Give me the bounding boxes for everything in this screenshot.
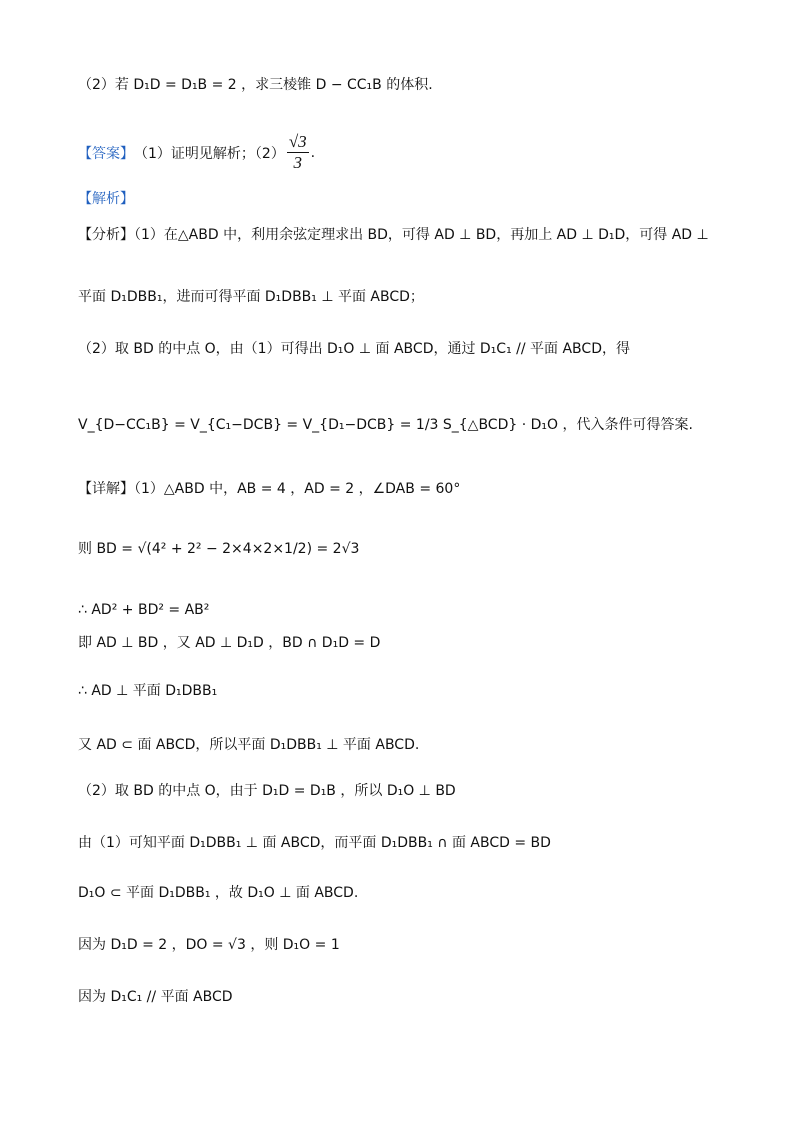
answer-denominator: 3 [293, 153, 302, 172]
analysis-part-1 [78, 224, 709, 244]
question-text: （2）若 D₁D = D₁B = 2 ，求三棱锥 D − CC₁B 的体积. [78, 77, 433, 93]
bd-computation [78, 538, 359, 558]
detail-part-2-text: （2）取 BD 的中点 O，由于 D₁D = D₁B ，所以 D₁O ⊥ BD [78, 783, 456, 799]
detail-part-1 [78, 478, 460, 498]
ad-perp-plane-line [78, 680, 217, 700]
analysis-part-1-cont-text: 平面 D₁DBB₁，进而可得平面 D₁DBB₁ ⊥ 平面 ABCD； [78, 289, 424, 305]
plane-perp-conclusion [78, 734, 419, 754]
answer-text: （1）证明见解析；（2） [134, 145, 285, 162]
detail-part-1-text: 【详解】（1）△ABD 中，AB = 4 ，AD = 2 ，∠DAB = 60° [78, 481, 461, 497]
d1o-perp-text: D₁O ⊂ 平面 D₁DBB₁ ，故 D₁O ⊥ 面 ABCD. [78, 885, 359, 901]
detail-part-2 [78, 780, 456, 800]
ad-perp-plane-text: ∴ AD ⊥ 平面 D₁DBB₁ [78, 683, 218, 699]
analysis-part-2 [78, 338, 630, 358]
analysis-label: 【解析】 [78, 191, 134, 207]
question-part-2 [78, 74, 433, 94]
analysis-part-1-text: 【分析】（1）在△ABD 中，利用余弦定理求出 BD，可得 AD ⊥ BD，再加上 AD ⊥ D₁D，可得 AD ⊥ [78, 227, 709, 243]
analysis-part-1-cont [78, 286, 424, 306]
answer-line [78, 132, 315, 173]
volume-formula [78, 414, 693, 434]
answer-label: 【答案】 [78, 145, 134, 162]
perpendicular-line [78, 632, 380, 652]
d1c1-parallel-text: 因为 D₁C₁ // 平面 ABCD [78, 989, 233, 1005]
analysis-part-2-text: （2）取 BD 的中点 O，由（1）可得出 D₁O ⊥ 面 ABCD，通过 D₁C₁ // 平面 ABCD，得 [78, 341, 630, 357]
d1o-length-line [78, 934, 340, 954]
analysis-heading [78, 188, 134, 208]
volume-formula-text: V_{D−CC₁B} = V_{C₁−DCB} = V_{D₁−DCB} = 1/3 S_{△BCD} · D₁O ，代入条件可得答案. [78, 417, 693, 433]
plane-perp-conclusion-text: 又 AD ⊂ 面 ABCD，所以平面 D₁DBB₁ ⊥ 平面 ABCD. [78, 737, 420, 753]
plane-intersection-line [78, 832, 551, 852]
d1c1-parallel-line [78, 986, 233, 1006]
d1o-perp-line [78, 882, 358, 902]
d1o-length-text: 因为 D₁D = 2 ，DO = √3 ，则 D₁O = 1 [78, 937, 340, 953]
pythagoras-text: ∴ AD² + BD² = AB² [78, 602, 210, 618]
answer-period: . [310, 144, 316, 161]
answer-numerator: √3 [288, 132, 307, 151]
plane-intersection-text: 由（1）可知平面 D₁DBB₁ ⊥ 面 ABCD，而平面 D₁DBB₁ ∩ 面 ABCD = BD [78, 835, 551, 851]
answer-fraction [287, 132, 309, 173]
perpendicular-text: 即 AD ⊥ BD ，又 AD ⊥ D₁D ，BD ∩ D₁D = D [78, 635, 381, 651]
pythagoras-line [78, 600, 209, 618]
bd-computation-text: 则 BD = √(4² + 2² − 2×4×2×1/2) = 2√3 [78, 541, 360, 557]
